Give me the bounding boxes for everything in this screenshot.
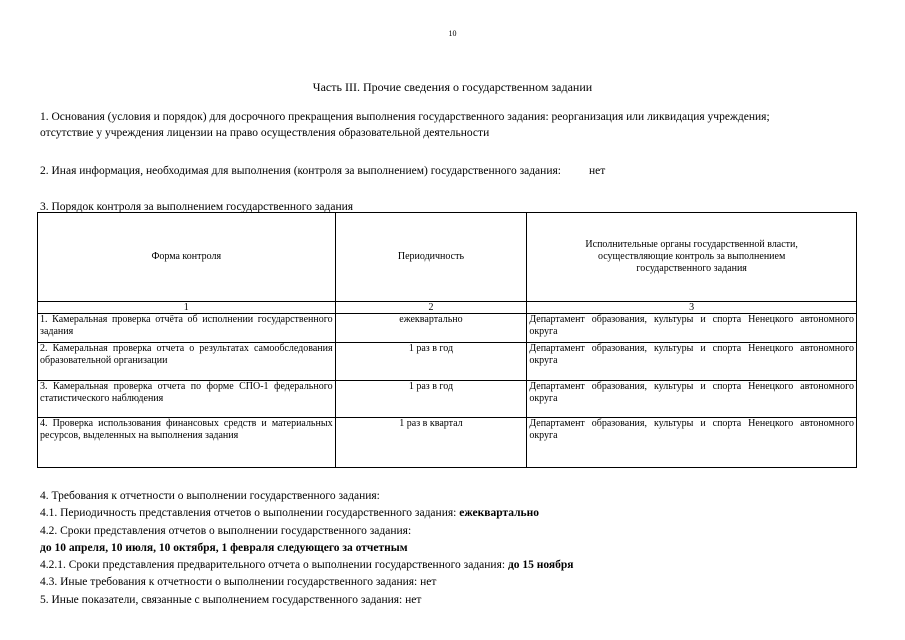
other-information-value: нет <box>588 165 606 177</box>
page-title: Часть III. Прочие сведения о государственном задании <box>312 80 593 94</box>
other-reporting-requirements: 4.3. Иные требования к отчетности о выполнении государственного задания: нет <box>40 576 437 589</box>
header-control-authorities: Исполнительные органы государственной власти, осуществляющие контроль за выполнением государственного задания <box>527 213 857 302</box>
authority-cell: Департамент образования, культуры и спорта Ненецкого автономного округа <box>527 381 857 418</box>
preliminary-report-value: до 15 ноября <box>507 559 574 572</box>
periodicity-cell: 1 раз в год <box>335 343 527 381</box>
periodicity-cell: ежеквартально <box>335 314 527 343</box>
reporting-periodicity-label: 4.1. Периодичность представления отчетов о выполнении государственного задания: <box>40 507 457 520</box>
authority-cell: Департамент образования, культуры и спорта Ненецкого автономного округа <box>527 314 857 343</box>
reporting-periodicity <box>40 505 574 522</box>
other-information-label: 2. Иная информация, необходимая для выполнения (контроля за выполнением) государственного задания: <box>40 165 561 177</box>
control-form-cell: 3. Камеральная проверка отчета по форме СПО-1 федерального статистического наблюдения <box>38 381 336 418</box>
table-row <box>38 314 857 343</box>
column-number: 3 <box>527 302 857 314</box>
preliminary-report-deadline <box>40 557 574 574</box>
table-row <box>38 381 857 418</box>
reporting-requirements <box>40 488 574 609</box>
table-row <box>38 343 857 381</box>
control-form-cell: 2. Камеральная проверка отчета о результатах самообследования образовательной организации <box>38 343 336 381</box>
column-number: 2 <box>335 302 527 314</box>
termination-grounds: 1. Основания (условия и порядок) для досрочного прекращения выполнения государственного задания: реорганизация или ликвидация учреждения; отсутствие у учреждения лицензии на право осуществления образовательной деятельности <box>40 111 770 139</box>
header-periodicity: Периодичность <box>335 213 527 302</box>
authority-cell: Департамент образования, культуры и спорта Ненецкого автономного округа <box>527 343 857 381</box>
column-number-row <box>38 302 857 314</box>
authority-cell: Департамент образования, культуры и спорта Ненецкого автономного округа <box>527 418 857 468</box>
control-procedure-heading: 3. Порядок контроля за выполнением государственного задания <box>40 201 354 213</box>
table-row <box>38 418 857 468</box>
page-number: 10 <box>448 29 457 38</box>
table-header-row <box>38 213 857 302</box>
other-information <box>40 163 605 179</box>
control-table <box>37 212 857 468</box>
preliminary-report-label: 4.2.1. Сроки представления предварительного отчета о выполнении государственного задания: <box>40 559 506 572</box>
control-form-cell: 4. Проверка использования финансовых средств и материальных ресурсов, выделенных на выполнения задания <box>38 418 336 468</box>
reporting-periodicity-value: ежеквартально <box>459 507 539 520</box>
reporting-deadlines-value: до 10 апреля, 10 июля, 10 октября, 1 февраля следующего за отчетным <box>40 541 408 554</box>
header-control-form: Форма контроля <box>38 213 336 302</box>
column-number: 1 <box>38 302 336 314</box>
reporting-deadlines-label: 4.2. Сроки представления отчетов о выполнении государственного задания: <box>40 524 412 537</box>
other-indicators: 5. Иные показатели, связанные с выполнением государственного задания: нет <box>40 593 422 606</box>
reporting-heading: 4. Требования к отчетности о выполнении государственного задания: <box>40 490 380 502</box>
periodicity-cell: 1 раз в квартал <box>335 418 527 468</box>
periodicity-cell: 1 раз в год <box>335 381 527 418</box>
control-form-cell: 1. Камеральная проверка отчёта об исполнении государственного задания <box>38 314 336 343</box>
